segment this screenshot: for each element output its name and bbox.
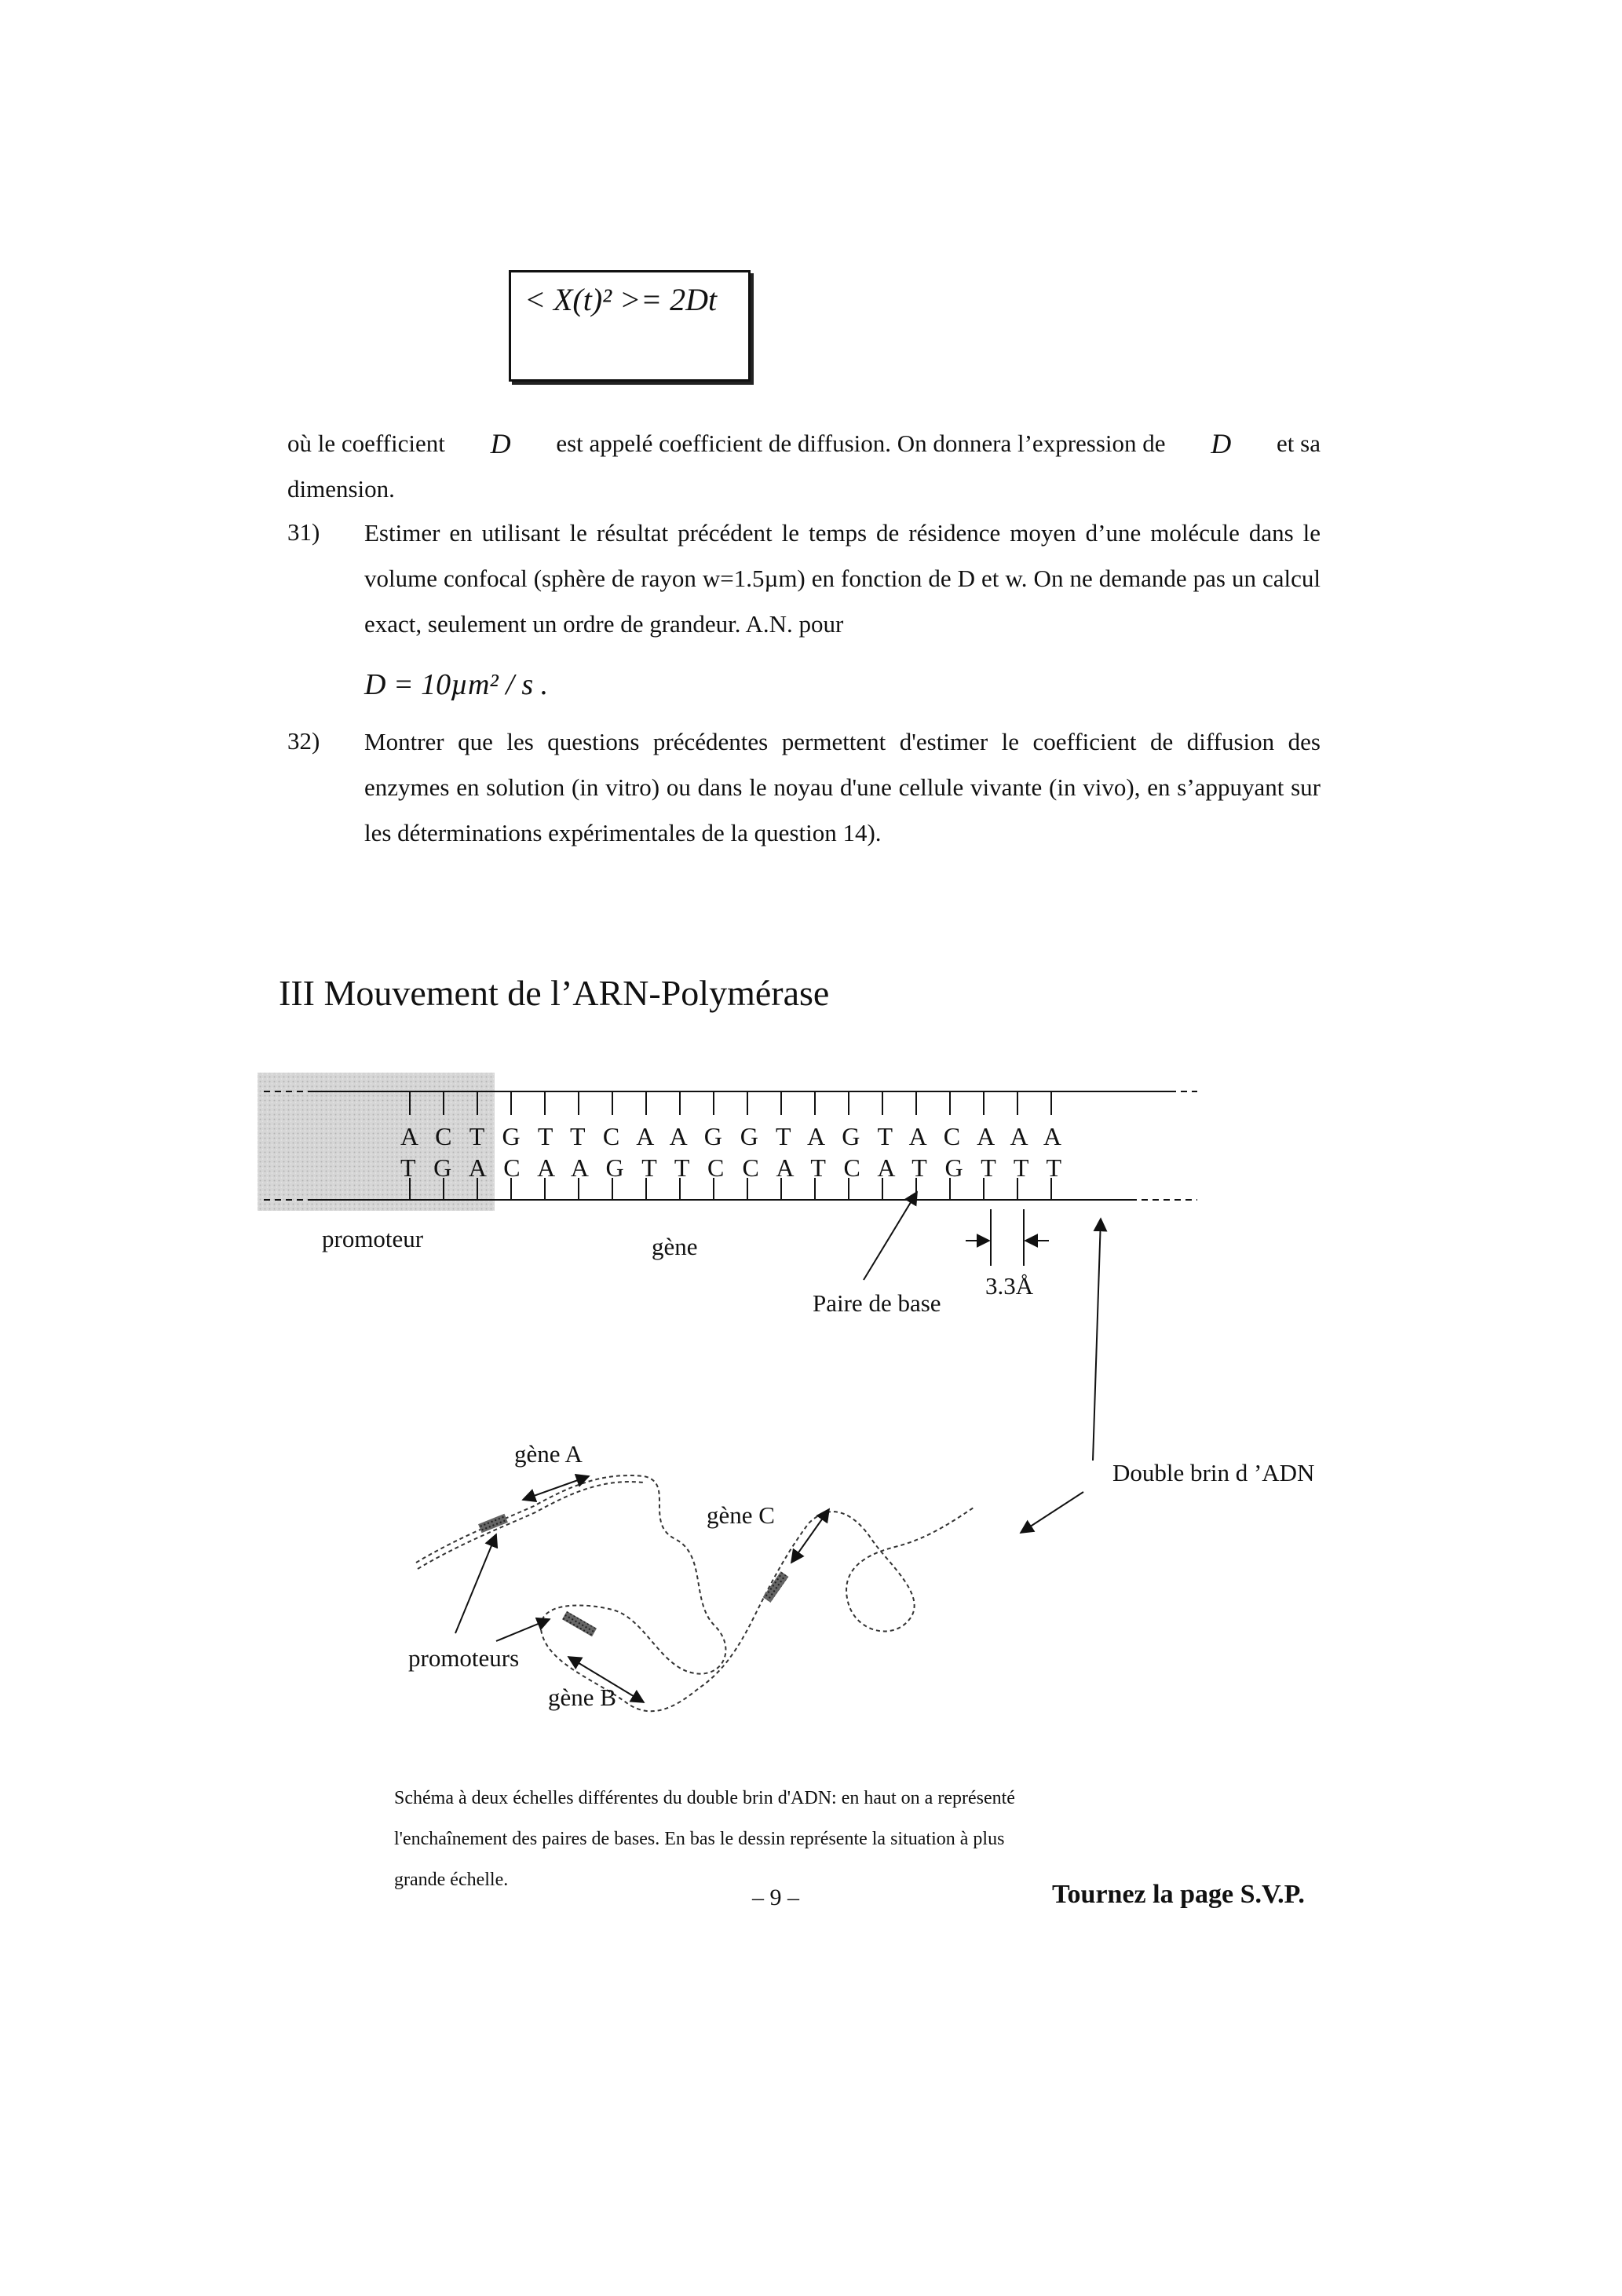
gene-c-arrow — [791, 1509, 829, 1563]
top-strand-sequence: A C T G T T C A A G G T A G T A C A A A — [400, 1122, 1061, 1150]
label-paire-de-base: Paire de base — [813, 1289, 941, 1317]
label-gene-a: gène A — [514, 1440, 583, 1468]
gene-a-arrow — [523, 1476, 589, 1500]
question-32-text: Montrer que les questions précédentes permettent d'estimer le coefficient de diffusion des enzymes en solution (in vitro) ou dans le noyau d'une cellule vivante (in vivo), en s’appuyant sur les déterminations expérimentales de la question 14). — [364, 728, 1321, 846]
diffusion-formula: < X(t)² >= 2Dt — [524, 282, 718, 317]
label-spacing: 3.3Å — [985, 1272, 1034, 1300]
dna-figure — [236, 1052, 1382, 1743]
top-base-ticks — [410, 1091, 1051, 1115]
intro-paragraph — [287, 421, 1321, 512]
label-gene-b: gène B — [548, 1684, 616, 1711]
bottom-strand-sequence: T G A C A A G T T C C A T C A T G T T T — [400, 1153, 1061, 1182]
intro-text-c: et sa — [1277, 430, 1321, 457]
label-promoteur: promoteur — [322, 1225, 424, 1252]
question-32-number: 32) — [287, 727, 320, 755]
figure-caption — [394, 1778, 1164, 1900]
label-gene-c: gène C — [707, 1501, 775, 1529]
caption-line-2: l'enchaînement des paires de bases. En bas le dessin représente la situation à plus — [394, 1829, 1005, 1849]
symbol-d-2: D — [1211, 428, 1232, 459]
intro-text-a: où le coefficient — [287, 430, 445, 457]
question-31-text: Estimer en utilisant le résultat précédent le temps de résidence moyen d’une molécule dans le volume confocal (sphère de rayon w=1.5µm) en fonction de D et w. On ne demande pas un calcul exact, seulement un ordre de grandeur. A.N. pour — [364, 519, 1321, 638]
promoter-mark-2 — [562, 1611, 597, 1636]
label-gene: gène — [652, 1233, 698, 1260]
promoteurs-arrow-1 — [455, 1534, 496, 1633]
intro-line-2: dimension. — [287, 475, 395, 503]
symbol-d: D — [490, 428, 511, 459]
question-31-formula: D = 10µm² / s . — [364, 668, 549, 701]
section-title: III Mouvement de l’ARN-Polymérase — [279, 973, 830, 1013]
caption-line-1: Schéma à deux échelles différentes du double brin d'ADN: en haut on a représenté — [394, 1788, 1015, 1808]
double-brin-arrow — [1021, 1492, 1083, 1533]
turn-page-note: Tournez la page S.V.P. — [1052, 1880, 1305, 1909]
label-promoteurs: promoteurs — [408, 1644, 520, 1672]
double-strand-arrow-up — [1093, 1219, 1101, 1461]
question-31-number: 31) — [287, 518, 320, 546]
caption-line-3: grande échelle. — [394, 1870, 509, 1890]
label-double-brin: Double brin d ’ADN — [1112, 1459, 1315, 1486]
promoter-mark-1 — [478, 1514, 508, 1534]
intro-text-b: est appelé coefficient de diffusion. On donnera l’expression de — [556, 430, 1166, 457]
page-number: – 9 – — [752, 1885, 799, 1910]
dna-coil — [416, 1475, 974, 1711]
paire-de-base-arrow — [864, 1192, 917, 1280]
